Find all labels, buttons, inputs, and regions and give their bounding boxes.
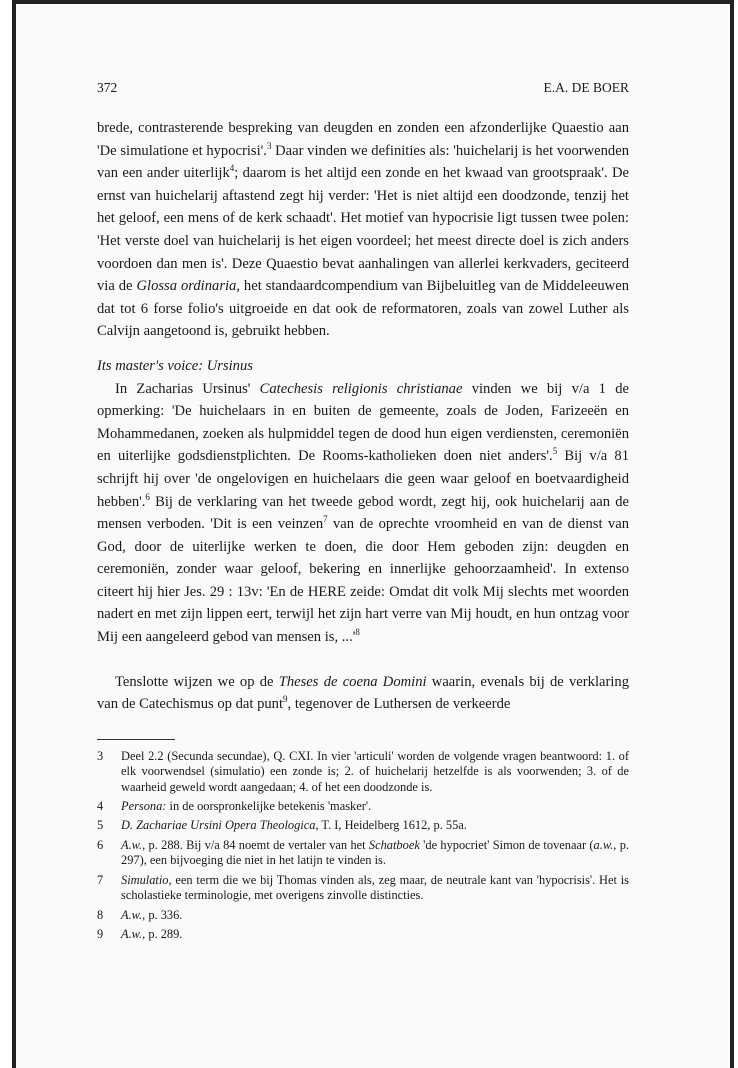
footnote-9: 9 A.w., p. 289. [97,926,183,941]
footnote-ref-9[interactable]: 9 [283,694,288,705]
scan-border-right [730,0,734,1068]
running-header [97,80,629,96]
paragraph-1: brede, contrasterende bespreking van deugden en zonden een afzonderlijke Quaestio aan 'De simulatione et hypocrisi'.$^3$ Daar vinden we definities als: 'huichelarij is het voorwenden van een ander uiterlijk$^4$; daarom is het altijd een zonde en het kwaad van grootspraak'. De ernst van huichelarij aftastend zegt hij verder: 'Het is niet altijd een doodzonde, tenzij het het geloof, een mens of de kerk schaadt'. Het motief van hypocrisie ligt tussen twee polen: 'Het verste doel van huichelarij is het eigen voordeel; het meest directe doel is zich anders voordoen dan men is'. Deze Quaestio bevat aanhalingen van allerlei kerkvaders, geciteerd via de Glossa ordinaria, het standaardcompendium van Bijbeluitleg van de Middeleeuwen dat tot 6 forse folio's uitgroeide en dat ook de reformatoren, zoals van zowel Luther als Calvijn aangetoond is, gebruikt hebben. [97,120,630,340]
footnote-ref-3[interactable]: 3 [266,140,272,151]
footnote-8: 8 A.w., p. 336. [97,907,183,922]
footnote-ref-4[interactable]: 4 [229,163,235,174]
footnote-7: 7 Simulatio, een term die we bij Thomas vinden als, zeg maar, de neutrale kant van 'hypocrisis'. Het is scholastieke terminologie, met overigens zinvolle distincties. [97,872,629,903]
footnote-4: 4 Persona: in de oorspronkelijke betekenis 'masker'. [97,799,372,814]
catechesis-title: Catechesis religionis christianae [259,380,463,397]
footnote-5: 5 D. Zachariae Ursini Opera Theologica, T. I, Heidelberg 1612, p. 55a. [97,818,467,833]
theses-title: Theses de coena Domini [278,673,427,690]
paragraph-2: In Zacharias Ursinus' Catechesis religionis christianae vinden we bij v/a 1 de opmerking: 'De huichelaars in en buiten de gemeente, zoals de Joden, Farizeeën en Mohammedanen, zoeken als hulpmiddel tegen de dood hun eigen verdiensten, ceremoniën en uiterlijke godsdienstplichten. De Rooms-katholieken doen niet anders'.$^5$ Bij v/a 81 schrijft hij over 'de ongelovigen en huichelaars die geen waar geloof en boetvaardigheid hebben'.$^6$ Bij de verklaring van het tweede gebod wordt, zegt hij, ook huichelarij aan de mensen verboden. 'Dit is een veinzen$^7$ van de oprechte vroomheid en van de dienst van God, door de uiterlijke werken te doen, die door Hem geboden zijn: deugden en ceremoniën, zonder waar geloof, bekering en innerlijke gehoorzaamheid'. In extenso citeert hij hier Jes. 29 : 13v: 'En de HERE zeide: Omdat dit volk Mij slechts met woorden nadert en met zijn lippen eert, terwijl het zijn hart verre van Mij houdt, en hun ontzag voor Mij een aangeleerd gebod van mensen is, $...'^8$ [97,380,629,646]
footnote-ref-7[interactable]: 7 [323,514,328,525]
footnote-ref-6[interactable]: 6 [145,491,150,502]
footnote-6: 6 A.w., p. 288. Bij v/a 84 noemt de vertaler van het Schatboek 'de hypocriet' Simon de tovenaar (a.w., p. 297), een bijvoeging die niet in het latijn te vinden is. [97,837,629,868]
glossa-title: Glossa ordinaria [136,278,237,295]
footnote-ref-8[interactable]: 8 [355,627,360,638]
paragraph-3: Tenslotte wijzen we op de Theses de coena Domini waarin, evenals bij de verklaring van de Catechismus op dat punt$^9$, tegenover de Luthersen de verkeerde [97,673,629,713]
footnote-divider [97,739,175,740]
section-heading: Its master's voice: Ursinus [97,357,253,374]
footnote-ref-5[interactable]: 5 [552,446,558,457]
page-number: 372 [97,80,118,95]
running-author: E.A. DE BOER [543,80,629,95]
footnote-3: 3 Deel 2.2 (Secunda secundae), Q. CXI. In vier 'articuli' worden de volgende vragen beantwoord: 1. of elk voorwendsel (simulatio) een zonde is; 2. of huichelarij hetzelfde is als voorwenden; 3. of de waarheid geweld wordt aangedaan; 4. of het een doodzonde is. [97,748,629,794]
body-text [97,117,629,946]
